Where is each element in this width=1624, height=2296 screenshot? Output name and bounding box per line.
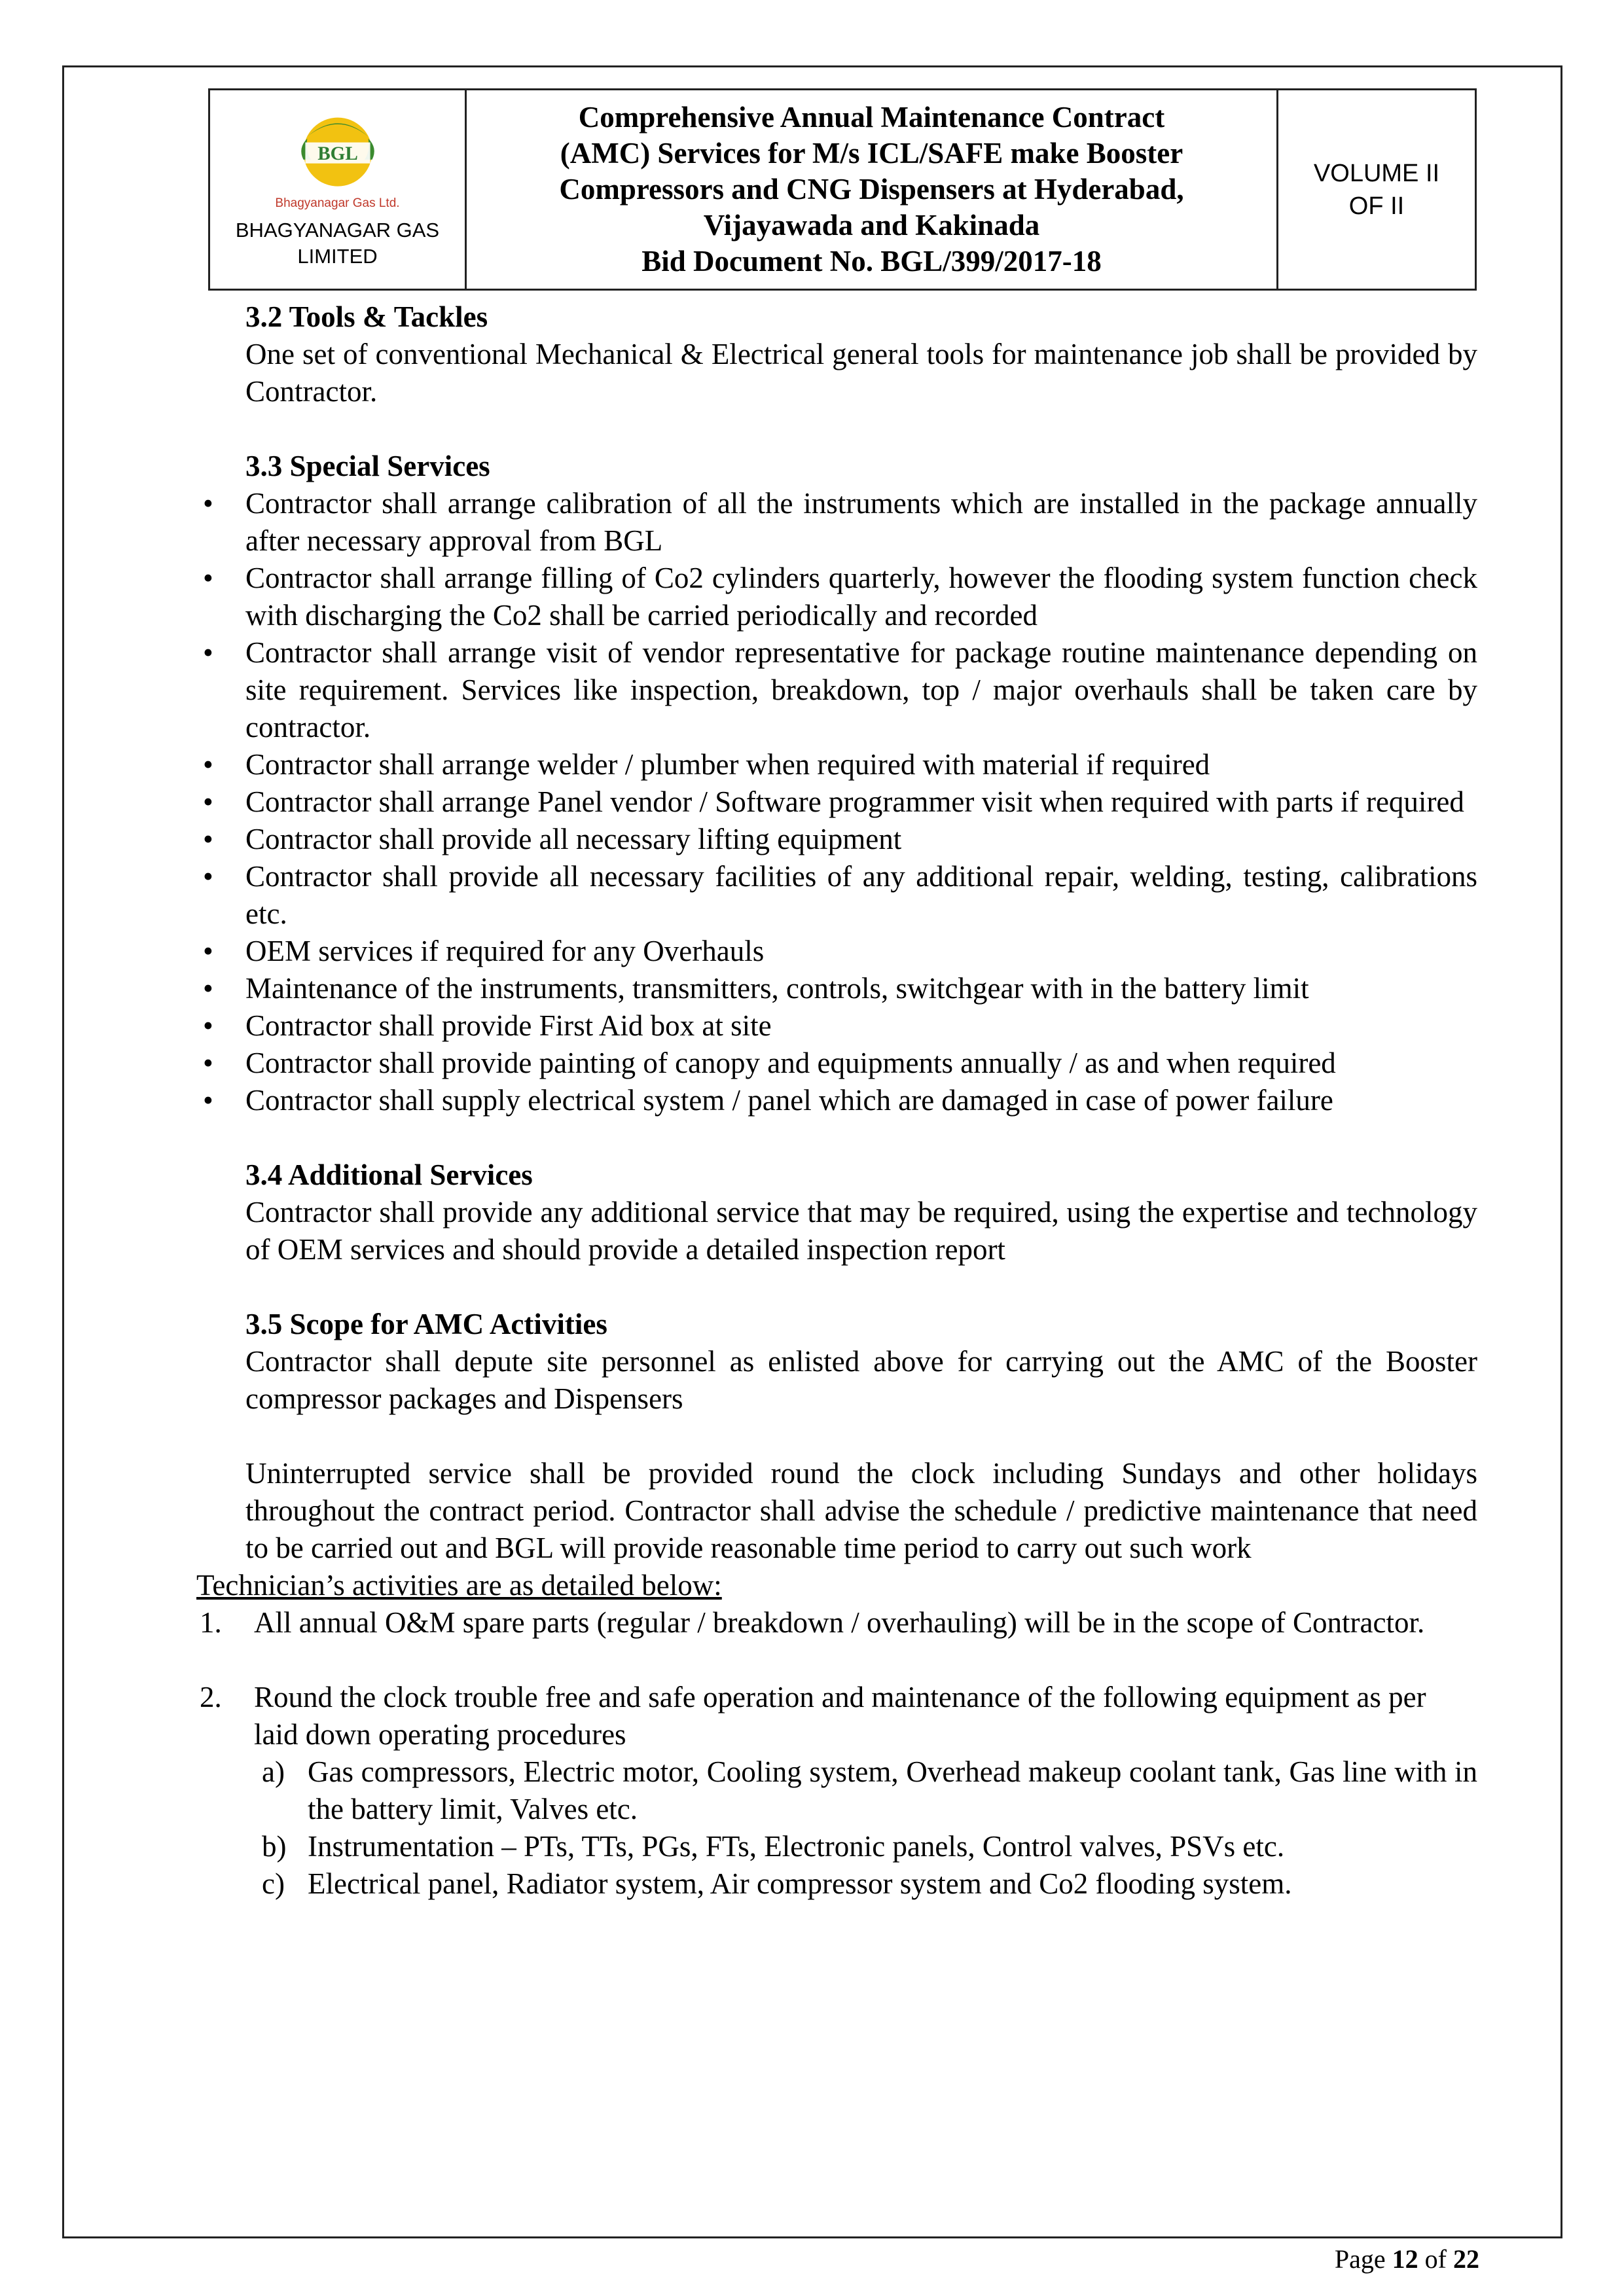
bullet-marker: •: [203, 860, 213, 893]
title-line: (AMC) Services for M/s ICL/SAFE make Booster: [560, 137, 1183, 170]
section-heading-3-2: 3.2 Tools & Tackles: [245, 300, 488, 333]
document-body: [196, 298, 1477, 1903]
bullet-marker: •: [203, 823, 213, 855]
list-item: [196, 783, 1477, 821]
logo-acronym: BGL: [317, 143, 358, 164]
bgl-logo-icon: [289, 110, 387, 202]
sub-item: [262, 1828, 1477, 1865]
footer-page-prefix: Page: [1334, 2244, 1386, 2274]
sub-item-text: Gas compressors, Electric motor, Cooling system, Overhead makeup coolant tank, Gas line with in the battery limit, Valves etc.: [308, 1755, 1477, 1825]
header-table: [208, 88, 1477, 291]
title-line: Vijayawada and Kakinada: [703, 209, 1040, 242]
page-number-footer: [1335, 2244, 1479, 2274]
list-item: [196, 634, 1477, 746]
list-item: [196, 970, 1477, 1007]
logo-tagline: Bhagyanagar Gas Ltd.: [275, 196, 400, 210]
bullet-text: Contractor shall provide painting of canopy and equipments annually / as and when required: [245, 1047, 1336, 1079]
bullet-marker: •: [203, 935, 213, 967]
list-item: [196, 933, 1477, 970]
list-item: [196, 1007, 1477, 1045]
bullet-text: Contractor shall arrange filling of Co2 cylinders quarterly, however the flooding system function check with discharging the Co2 shall be carried periodically and recorded: [245, 562, 1477, 632]
section-3-2-paragraph: One set of conventional Mechanical & Electrical general tools for maintenance job shall be provided by Contractor.: [245, 338, 1477, 408]
bullet-text: OEM services if required for any Overhauls: [245, 935, 765, 967]
title-line: Comprehensive Annual Maintenance Contract: [578, 101, 1165, 134]
bullet-text: Contractor shall provide all necessary lifting equipment: [245, 823, 902, 855]
list-item: [196, 858, 1477, 933]
list-item: [196, 1045, 1477, 1082]
list-item: [196, 1082, 1477, 1119]
footer-of-text: of: [1424, 2244, 1447, 2274]
section-heading-3-4: 3.4 Additional Services: [245, 1158, 533, 1191]
volume-line1: VOLUME II: [1313, 159, 1440, 187]
item-text: All annual O&M spare parts (regular / breakdown / overhauling) will be in the scope of Contractor.: [254, 1606, 1425, 1639]
bullet-text: Contractor shall arrange Panel vendor / Software programmer visit when required with parts if required: [245, 785, 1464, 818]
bullet-marker: •: [203, 785, 213, 818]
sub-item-label: a): [262, 1755, 285, 1788]
bullet-marker: •: [203, 1009, 213, 1042]
bullet-text: Contractor shall arrange visit of vendor representative for package routine maintenance depending on site requirement. Services like inspection, breakdown, top / major overhauls shall be taken care by contractor.: [245, 636, 1477, 744]
bid-document-number: Bid Document No. BGL/399/2017-18: [641, 245, 1102, 278]
org-name-line1: BHAGYANAGAR GAS: [235, 218, 440, 242]
bullet-marker: •: [203, 487, 213, 520]
sub-item-text: Electrical panel, Radiator system, Air compressor system and Co2 flooding system.: [308, 1867, 1292, 1900]
org-name-line2: LIMITED: [297, 244, 378, 268]
item-text: Round the clock trouble free and safe operation and maintenance of the following equipment as per laid down operating procedures: [254, 1681, 1426, 1751]
numbered-item: [196, 1679, 1477, 1753]
list-item: [196, 485, 1477, 560]
list-item: [196, 560, 1477, 634]
bullet-text: Contractor shall supply electrical system / panel which are damaged in case of power failure: [245, 1084, 1333, 1117]
list-item: [196, 821, 1477, 858]
bullet-marker: •: [203, 562, 213, 594]
bullet-marker: •: [203, 1084, 213, 1117]
bullet-marker: •: [203, 636, 213, 669]
page-border: [62, 65, 1562, 2238]
section-3-4-paragraph: Contractor shall provide any additional service that may be required, using the expertise and technology of OEM services and should provide a detailed inspection report: [245, 1196, 1477, 1266]
footer-page-number: 12: [1392, 2244, 1418, 2274]
sub-item: [262, 1865, 1477, 1903]
bullet-text: Contractor shall provide First Aid box at site: [245, 1009, 772, 1042]
document-title: [467, 90, 1278, 289]
logo-cell: [210, 90, 467, 289]
numbered-item: [196, 1604, 1477, 1641]
footer-page-total: 22: [1453, 2244, 1479, 2274]
sub-item-label: c): [262, 1867, 285, 1900]
section-3-5-paragraph-2: Uninterrupted service shall be provided round the clock including Sundays and other holidays throughout the contract period. Contractor shall advise the schedule / predictive maintenance that need to be carried out and BGL will provide reasonable time period to carry out such work: [245, 1457, 1477, 1564]
section-3-5-paragraph-1: Contractor shall depute site personnel as enlisted above for carrying out the AMC of the Booster compressor packages and Dispensers: [245, 1345, 1477, 1415]
volume-line2: OF II: [1348, 192, 1405, 220]
volume-cell: [1278, 90, 1475, 289]
sub-item-text: Instrumentation – PTs, TTs, PGs, FTs, Electronic panels, Control valves, PSVs etc.: [308, 1830, 1285, 1863]
bullet-marker: •: [203, 748, 213, 781]
item-number: 2.: [200, 1681, 222, 1713]
sub-item-label: b): [262, 1830, 287, 1863]
technician-activities-heading: Technician’s activities are as detailed below:: [196, 1569, 722, 1602]
bullet-marker: •: [203, 1047, 213, 1079]
section-heading-3-5: 3.5 Scope for AMC Activities: [245, 1308, 607, 1340]
org-name: [236, 217, 439, 270]
bullet-text: Contractor shall arrange welder / plumber when required with material if required: [245, 748, 1210, 781]
bullet-marker: •: [203, 972, 213, 1005]
item-number: 1.: [200, 1606, 222, 1639]
section-heading-3-3: 3.3 Special Services: [245, 450, 490, 482]
bullet-text: Contractor shall arrange calibration of all the instruments which are installed in the package annually after necessary approval from BGL: [245, 487, 1477, 557]
bullet-text: Maintenance of the instruments, transmitters, controls, switchgear with in the battery limit: [245, 972, 1309, 1005]
bullet-text: Contractor shall provide all necessary facilities of any additional repair, welding, testing, calibrations etc.: [245, 860, 1477, 930]
list-item: [196, 746, 1477, 783]
sub-item: [262, 1753, 1477, 1828]
title-line: Compressors and CNG Dispensers at Hyderabad,: [559, 173, 1184, 206]
